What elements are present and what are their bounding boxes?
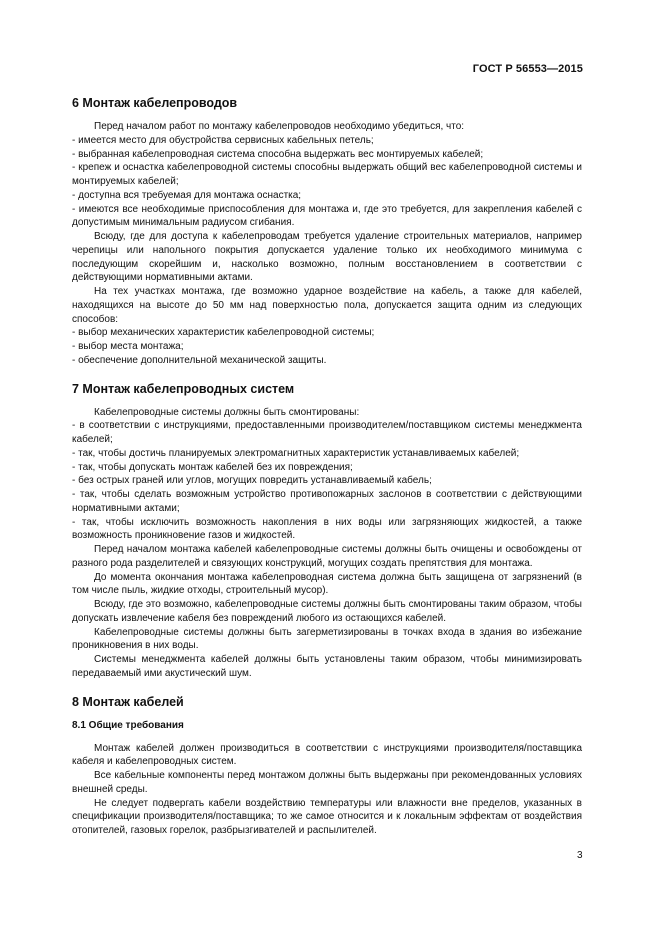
list-item: - обеспечение дополнительной механической защиты.	[72, 354, 327, 366]
paragraph: Перед началом монтажа кабелей кабелепроводные системы должны быть очищены и освобождены от разного рода разделителей и связующих конструкций, могущих создать препятствия для монтажа.	[72, 544, 582, 569]
paragraph: Всюду, где это возможно, кабелепроводные системы должны быть смонтированы таким образом, чтобы допускать извлечение кабеля без повреждений любого из остающихся кабелей.	[72, 599, 582, 624]
paragraph: Перед началом работ по монтажу кабелепроводов необходимо убедиться, что:	[94, 121, 465, 132]
list-item: - так, чтобы допускать монтаж кабелей без их повреждения;	[72, 461, 353, 473]
section-6	[72, 96, 582, 368]
paragraph: Все кабельные компоненты перед монтажом должны быть выдержаны при рекомендованных условиях внешней среды.	[72, 770, 582, 795]
list-item: - выбор места монтажа;	[72, 341, 184, 352]
section-title: 7 Монтаж кабелепроводных систем	[72, 381, 295, 396]
section-8	[72, 695, 582, 838]
list-item: - выбранная кабелепроводная система способна выдержать вес монтируемых кабелей;	[72, 148, 484, 160]
page-body	[72, 96, 582, 838]
section-7	[72, 382, 582, 681]
list-item: - так, чтобы достичь планируемых электромагнитных характеристик устанавливаемых кабелей;	[72, 447, 520, 459]
paragraph: До момента окончания монтажа кабелепроводная система должна быть защищена от загрязнений (в том числе пыль, жидкие отходы, строительный мусор).	[72, 571, 582, 597]
list-item: - без острых граней или углов, могущих повредить устанавливаемый кабель;	[72, 475, 432, 487]
list-item: - крепеж и оснастка кабелепроводной системы способны выдержать общий вес кабелепроводной системы и монтируемых кабелей;	[72, 162, 582, 187]
section-title: 6 Монтаж кабелепроводов	[72, 96, 238, 110]
document-code: ГОСТ Р 56553—2015	[472, 63, 583, 75]
list-item: - имеются все необходимые приспособления для монтажа и, где это требуется, для закрепления кабелей с допустимым минимальным радиусом сгибания.	[72, 203, 582, 229]
list-item: - имеется место для обустройства сервисных кабельных петель;	[72, 134, 374, 146]
paragraph: Не следует подвергать кабели воздействию температуры или влажности вне пределов, указанных в спецификации производителя/поставщика; то же самое относится и к локальным эффектам от воздействия отопителей, газовых горелок, разбрызгивателей и распылителей.	[72, 797, 582, 836]
list-item: - выбор механических характеристик кабелепроводной системы;	[72, 327, 375, 339]
paragraph: Монтаж кабелей должен производиться в соответствии с инструкциями производителя/поставщика кабеля и кабелепроводных систем.	[72, 742, 582, 768]
paragraph: Кабелепроводные системы должны быть загерметизированы в точках входа в здания во избежание проникновения в них воды.	[72, 626, 582, 652]
paragraph: На тех участках монтажа, где возможно ударное воздействие на кабель, а также для кабелей, находящихся на высоте до 50 мм над поверхностью пола, допускается защита одним из следующих способов:	[72, 286, 582, 325]
paragraph: Всюду, где для доступа к кабелепроводам требуется удаление строительных материалов, например черепицы или напольного покрытия допускается удаление только их необходимого минимума с последующим скорейшим и, насколько возможно, полным восстановлением в соответствии с действующими нормативными актами.	[72, 231, 582, 284]
paragraph: Системы менеджмента кабелей должны быть установлены таким образом, чтобы минимизировать передаваемый ими акустический шум.	[72, 654, 582, 679]
list-item: - так, чтобы сделать возможным устройство противопожарных заслонов в соответствии с действующими нормативными актами;	[72, 489, 582, 514]
subsection-title: 8.1 Общие требования	[72, 719, 184, 731]
list-item: - доступна вся требуемая для монтажа оснастка;	[72, 189, 302, 201]
paragraph: Кабелепроводные системы должны быть смонтированы:	[94, 406, 360, 418]
list-item: - так, чтобы исключить возможность накопления в них воды или загрязняющих жидкостей, а также возможность проникновение газов и жидкостей.	[72, 516, 582, 542]
page-number: 3	[577, 850, 583, 861]
section-title: 8 Монтаж кабелей	[72, 694, 184, 709]
list-item: - в соответствии с инструкциями, предоставленными производителем/поставщиком системы менеджмента кабелей;	[72, 420, 582, 445]
